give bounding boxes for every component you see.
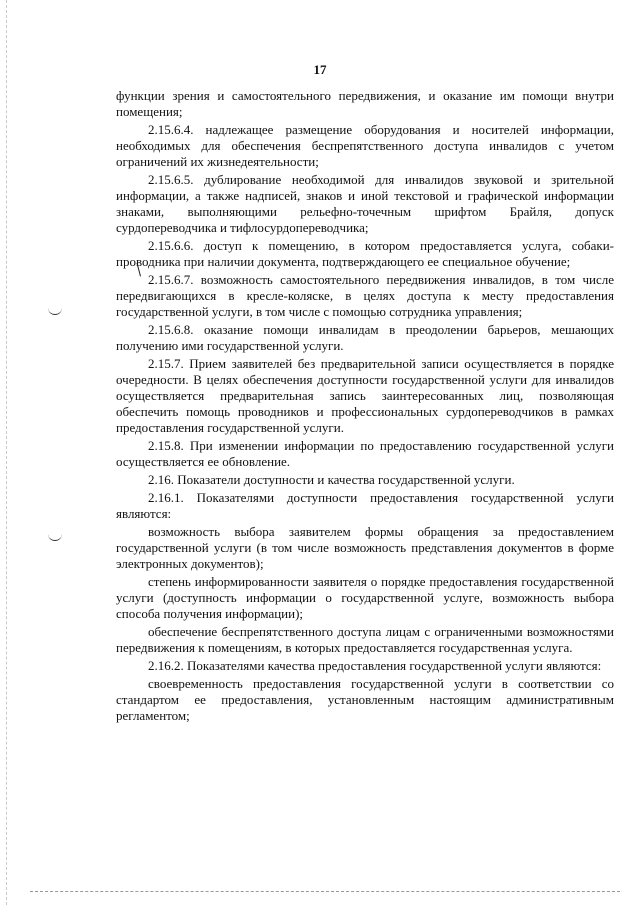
- paragraph: 2.16.1. Показателями доступности предоставления государственной услуги являются:: [116, 490, 614, 521]
- paragraph: 2.15.7. Прием заявителей без предварительной записи осуществляется в порядке очередности. В целях обеспечения доступности государственной услуги для инвалидов осуществляется предварительная запись заинтересованных лиц, позволяющая обеспечить помощь проводников и профессиональных сурдопереводчиков в рамках предоставления государственной услуги.: [116, 356, 614, 435]
- paragraph: обеспечение беспрепятственного доступа лицам с ограниченными возможностями передвижения к помещениям, в которых предоставляется государственная услуга.: [116, 624, 614, 655]
- paragraph: функции зрения и самостоятельного передвижения, и оказание им помощи внутри помещения;: [116, 88, 614, 119]
- paragraph: степень информированности заявителя о порядке предоставления государственной услуги (доступность информации о государственной услуге, возможность выбора способа получения информации);: [116, 574, 614, 621]
- paragraph: 2.15.8. При изменении информации по предоставлению государственной услуги осуществляется ее обновление.: [116, 438, 614, 469]
- document-body: [116, 88, 614, 726]
- paragraph: возможность выбора заявителем формы обращения за предоставлением государственной услуги (в том числе возможность представления документов в форме электронных документов);: [116, 524, 614, 571]
- page-number: 17: [313, 62, 327, 77]
- paragraph: 2.15.6.5. дублирование необходимой для инвалидов звуковой и зрительной информации, а также надписей, знаков и иной текстовой и графической информации знаками, выполняющими рельефно-точечным шрифтом Брайля, допуск сурдопереводчика и тифлосурдопереводчика;: [116, 172, 614, 235]
- paragraph: 2.15.6.7. возможность самостоятельного передвижения инвалидов, в том числе передвигающихся в кресле-коляске, в целях доступа к месту предоставления государственной услуги, в том числе с помощью сотрудника управления;: [116, 272, 614, 319]
- page-edge: [6, 0, 13, 905]
- margin-mark: [48, 306, 62, 315]
- paragraph: 2.15.6.4. надлежащее размещение оборудования и носителей информации, необходимых для обеспечения беспрепятственного доступа инвалидов с учетом ограничений их жизнедеятельности;: [116, 122, 614, 169]
- paragraph: 2.16.2. Показателями качества предоставления государственной услуги являются:: [148, 658, 602, 673]
- paragraph: своевременность предоставления государственной услуги в соответствии со стандартом ее предоставления, установленным настоящим административным регламентом;: [116, 676, 614, 723]
- paragraph: 2.16. Показатели доступности и качества государственной услуги.: [148, 472, 515, 487]
- paragraph: 2.15.6.6. доступ к помещению, в котором предоставляется услуга, собаки-проводника при наличии документа, подтверждающего ее специальное обучение;: [116, 238, 614, 269]
- margin-mark: [48, 532, 62, 541]
- paragraph: 2.15.6.8. оказание помощи инвалидам в преодолении барьеров, мешающих получению ими государственной услуги.: [116, 322, 614, 353]
- bottom-border: [30, 891, 620, 892]
